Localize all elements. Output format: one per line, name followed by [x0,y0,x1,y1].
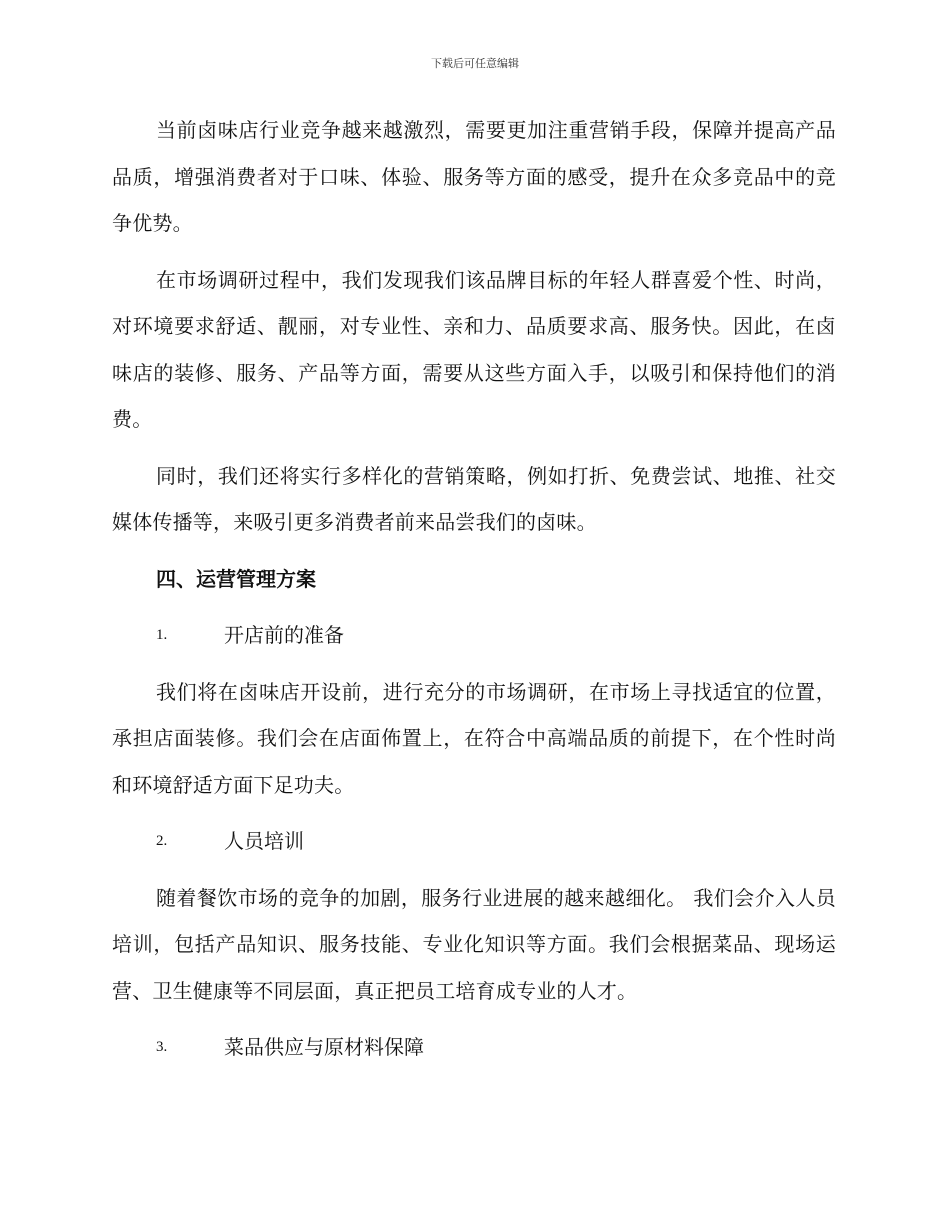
item-number: 1. [156,627,168,643]
item-title: 菜品供应与原材料保障 [224,1035,424,1059]
item-heading-1 [156,612,836,659]
page-header: 下载后可任意编辑 [431,57,519,70]
item-heading-3 [156,1024,836,1071]
document-body [112,107,836,1081]
item-number: 2. [156,833,168,849]
paragraph-competition: 当前卤味店行业竞争越来越激烈，需要更加注重营销手段，保障并提高产品品质，增强消费者对于口味、体验、服务等方面的感受，提升在众多竞品中的竞争优势。 [112,118,836,235]
section-heading: 四、运营管理方案 [156,566,316,591]
item-title: 人员培训 [224,829,304,853]
item-heading-2 [156,818,836,865]
paragraph-marketing-strategy: 同时，我们还将实行多样化的营销策略，例如打折、免费尝试、地推、社交媒体传播等，来吸引更多消费者前来品尝我们的卤味。 [112,463,836,534]
item-title: 开店前的准备 [224,623,344,647]
item-number: 3. [156,1039,168,1055]
item-body-2: 随着餐饮市场的竞争的加剧，服务行业进展的越来越细化。 我们会介入人员培训，包括产品知识、服务技能、专业化知识等方面。我们会根据菜品、现场运营、卫生健康等不同层面，真正把员工培育成专业的人才。 [112,885,836,1003]
paragraph-market-research: 在市场调研过程中，我们发现我们该品牌目标的年轻人群喜爱个性、时尚，对环境要求舒适、靓丽，对专业性、亲和力、品质要求高、服务快。因此，在卤味店的装修、服务、产品等方面，需要从这些方面入手，以吸引和保持他们的消费。 [112,267,836,431]
item-body-1: 我们将在卤味店开设前，进行充分的市场调研，在市场上寻找适宜的位置，承担店面装修。我们会在店面佈置上，在符合中高端品质的前提下，在个性时尚和环境舒适方面下足功夫。 [112,679,836,797]
